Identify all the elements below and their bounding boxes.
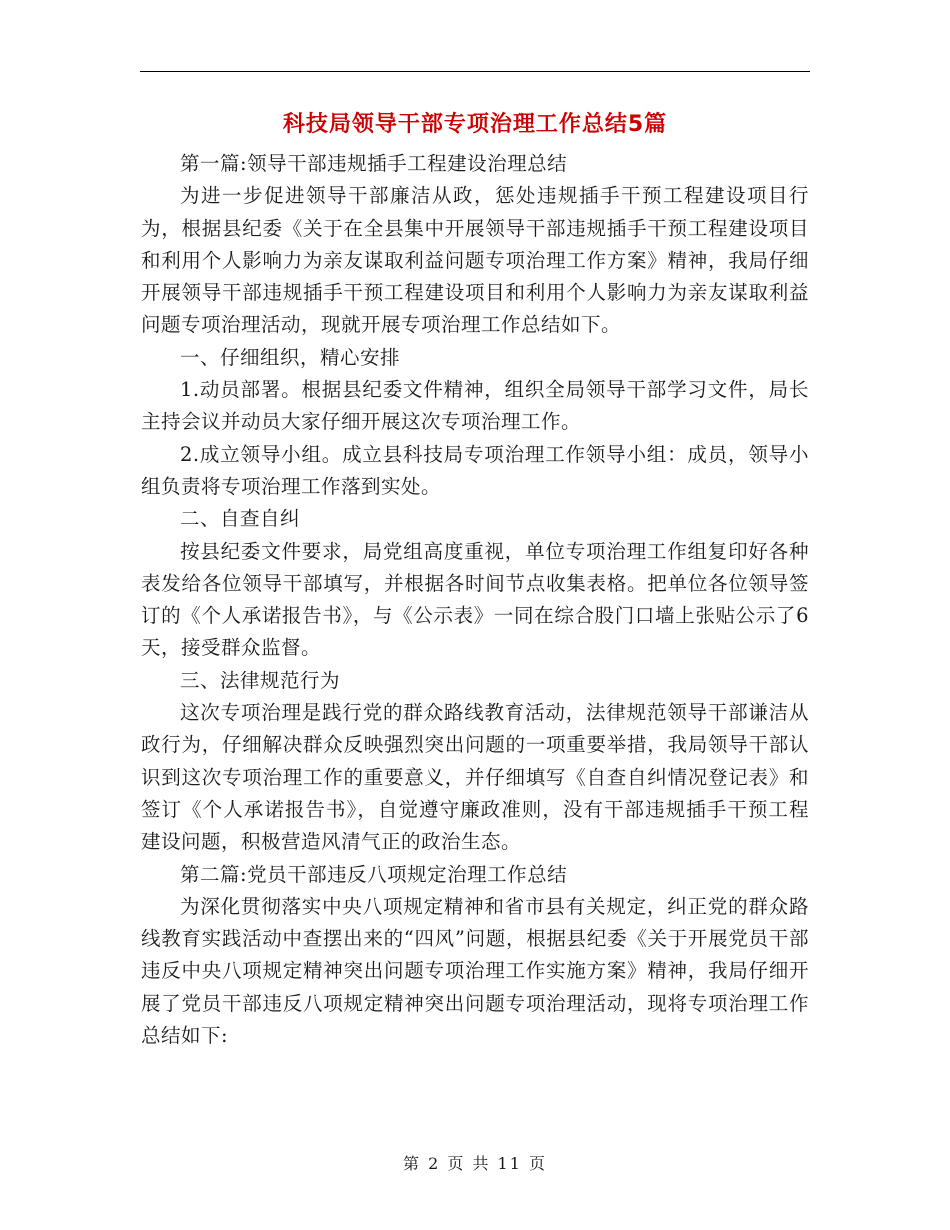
paragraph-regulate: 这次专项治理是践行党的群众路线教育活动，法律规范领导干部谦洁从政行为，仔细解决群众反映强烈突出问题的一项重要举措，我局领导干部认识到这次专项治理工作的重要意义，并仔细填写《自查自纠情况登记表》和签订《个人承诺报告书》，自觉遵守廉政准则，没有干部违规插手干预工程建设问题，积极营造风清气正的政治生态。 (141, 701, 809, 854)
document-body (141, 148, 809, 1052)
section-heading-regulate: 三、法律规范行为 (180, 668, 341, 692)
section-heading-part-two: 第二篇:党员干部违反八项规定治理工作总结 (180, 862, 568, 886)
section-heading-self-check: 二、自查自纠 (180, 507, 301, 531)
paragraph-part-two-intro: 为深化贯彻落实中央八项规定精神和省市县有关规定，纠正党的群众路线教育实践活动中查摆出来的“四风”问题，根据县纪委《关于开展党员干部违反中央八项规定精神突出问题专项治理工作实施方案》精神，我局仔细开展了党员干部违反八项规定精神突出问题专项治理活动，现将专项治理工作总结如下: (141, 894, 809, 1048)
header-rule (140, 71, 810, 72)
page-number: 第 2 页 共 11 页 (403, 1154, 547, 1173)
section-heading-organize: 一、仔细组织，精心安排 (180, 345, 401, 369)
paragraph-intro: 为进一步促进领导干部廉洁从政，惩处违规插手干预工程建设项目行为，根据县纪委《关于在全县集中开展领导干部违规插手干预工程建设项目和利用个人影响力为亲友谋取利益问题专项治理工作方案》精神，我局仔细开展领导干部违规插手干预工程建设项目和利用个人影响力为亲友谋取利益问题专项治理活动，现就开展专项治理工作总结如下。 (141, 184, 809, 337)
paragraph-self-check: 按县纪委文件要求，局党组高度重视，单位专项治理工作组复印好各种表发给各位领导干部填写，并根据各时间节点收集表格。把单位各位领导签订的《个人承诺报告书》，与《公示表》一同在综合股门口墙上张贴公示了6天，接受群众监督。 (141, 539, 809, 660)
document-title: 科技局领导干部专项治理工作总结5篇 (282, 112, 668, 137)
paragraph-leading-group: 2.成立领导小组。成立县科技局专项治理工作领导小组：成员，领导小组负责将专项治理工作落到实处。 (141, 442, 809, 498)
paragraph-mobilization: 1.动员部署。根据县纪委文件精神，组织全局领导干部学习文件，局长主持会议并动员大家仔细开展这次专项治理工作。 (141, 378, 809, 434)
section-heading-part-one: 第一篇:领导干部违规插手工程建设治理总结 (180, 152, 568, 175)
